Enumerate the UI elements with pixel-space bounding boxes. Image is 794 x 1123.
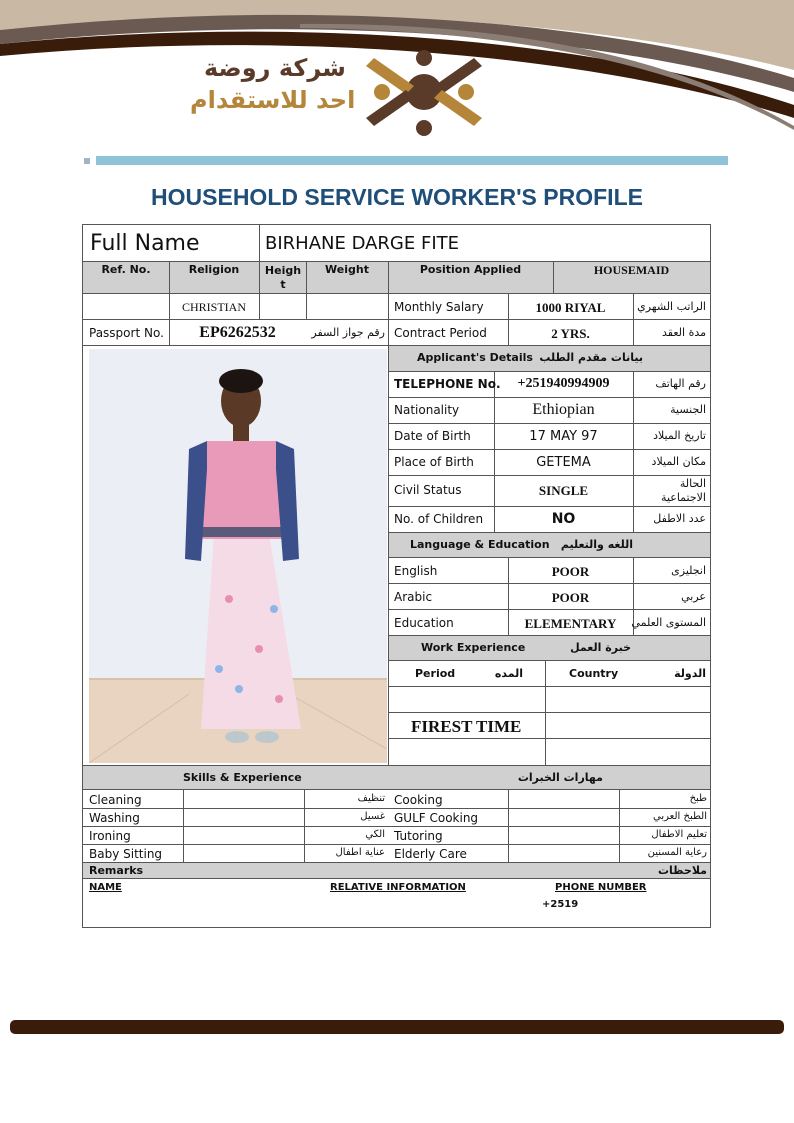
full-name-label: Full Name xyxy=(90,231,200,256)
period-header-ar: المده xyxy=(494,667,523,680)
skill-ironing-label-ar: الكي xyxy=(365,829,385,840)
place-of-birth-value: GETEMA xyxy=(536,455,591,470)
date-of-birth-label: Date of Birth xyxy=(394,429,471,443)
place-of-birth-label-ar: مكان الميلاد xyxy=(651,455,706,468)
arabic-label-ar: عربي xyxy=(681,590,706,603)
weight-header: Weight xyxy=(325,263,369,276)
religion-header: Religion xyxy=(188,263,240,276)
skills-heading: Skills & Experience xyxy=(183,771,302,784)
telephone-label-ar: رقم الهاتف xyxy=(655,377,706,390)
passport-value: EP6262532 xyxy=(199,324,276,341)
company-name-arabic: شركة روضة xyxy=(204,54,346,82)
skill-cooking-label: Cooking xyxy=(394,793,443,807)
children-value: NO xyxy=(551,511,576,527)
education-label-ar: المستوى العلمي xyxy=(631,616,706,629)
education-value: ELEMENTARY xyxy=(524,616,617,631)
english-label: English xyxy=(394,564,438,578)
work-experience-heading-ar: خبرة العمل xyxy=(570,641,631,654)
skill-baby-sitting-label: Baby Sitting xyxy=(89,847,163,861)
work-experience-entry: FIREST TIME xyxy=(411,717,522,736)
telephone-value: +251940994909 xyxy=(517,376,610,391)
title-divider xyxy=(84,156,730,166)
skill-gulf-cooking-label: GULF Cooking xyxy=(394,811,479,825)
skill-washing-label-ar: غسيل xyxy=(360,811,385,822)
company-logo xyxy=(190,48,500,138)
arabic-label: Arabic xyxy=(394,590,433,604)
contract-period-label: Contract Period xyxy=(394,326,487,340)
skill-baby-sitting-label-ar: عناية اطفال xyxy=(335,847,385,858)
civil-status-label: Civil Status xyxy=(394,483,462,497)
language-heading: Language & Education xyxy=(410,538,550,551)
english-value: POOR xyxy=(551,564,590,579)
monthly-salary-label: Monthly Salary xyxy=(394,300,484,314)
skill-washing-label: Washing xyxy=(89,811,140,825)
profile-form xyxy=(82,224,711,928)
skill-cleaning-label-ar: تنظيف xyxy=(357,793,385,804)
skill-cooking-label-ar: طبخ xyxy=(689,793,707,804)
remarks-label: Remarks xyxy=(89,864,144,877)
contract-period-label-ar: مدة العقد xyxy=(662,326,706,339)
skill-cleaning-label: Cleaning xyxy=(89,793,142,807)
passport-label: Passport No. xyxy=(89,326,164,340)
date-of-birth-value: 17 MAY 97 xyxy=(529,429,598,444)
remarks-label-ar: ملاحظات xyxy=(658,864,707,877)
contract-period-value: 2 YRS. xyxy=(551,326,590,341)
place-of-birth-label: Place of Birth xyxy=(394,455,474,469)
applicant-details-heading-ar: بيانات مقدم الطلب xyxy=(539,351,643,364)
applicant-details-heading: Applicant's Details xyxy=(417,351,533,364)
civil-status-label-ar: الحالة الاجتماعية xyxy=(661,477,706,505)
children-label: No. of Children xyxy=(394,512,484,526)
arabic-value: POOR xyxy=(551,590,590,605)
footer-bar xyxy=(10,1020,784,1034)
height-header: Heigh t xyxy=(264,264,302,291)
skill-tutoring-label: Tutoring xyxy=(394,829,443,843)
country-header-ar: الدولة xyxy=(674,667,706,680)
skill-elderly-care-label-ar: رعاية المسنين xyxy=(647,847,707,858)
remarks-name-header: NAME xyxy=(89,882,122,893)
page-title: HOUSEHOLD SERVICE WORKER'S PROFILE xyxy=(151,184,643,210)
language-heading-ar: اللغه والتعليم xyxy=(560,538,633,551)
full-name-value: BIRHANE DARGE FITE xyxy=(265,233,460,254)
skill-ironing-label: Ironing xyxy=(89,829,131,843)
passport-label-ar: رقم جواز السفر xyxy=(311,326,385,339)
country-header: Country xyxy=(569,667,619,680)
remarks-phone-value: +2519 xyxy=(542,899,579,910)
education-label: Education xyxy=(394,616,454,630)
skill-tutoring-label-ar: تعليم الاطفال xyxy=(651,829,707,840)
position-value: HOUSEMAID xyxy=(593,263,670,277)
nationality-label-ar: الجنسية xyxy=(670,403,706,416)
skill-elderly-care-label: Elderly Care xyxy=(394,847,467,861)
nationality-label: Nationality xyxy=(394,403,460,417)
logo-emblem-icon xyxy=(354,48,494,138)
skill-gulf-cooking-label-ar: الطبخ العربي xyxy=(653,811,707,822)
skills-heading-ar: مهارات الخبرات xyxy=(517,771,603,784)
nationality-value: Ethiopian xyxy=(532,401,595,418)
telephone-label: TELEPHONE No. xyxy=(394,377,501,391)
remarks-relative-header: RELATIVE INFORMATION xyxy=(330,882,466,893)
civil-status-value: SINGLE xyxy=(538,483,589,498)
period-header: Period xyxy=(415,667,456,680)
religion-value: CHRISTIAN xyxy=(181,300,246,314)
children-label-ar: عدد الاطفل xyxy=(653,512,706,525)
position-applied-header: Position Applied xyxy=(419,263,522,276)
english-label-ar: انجليزى xyxy=(671,564,706,577)
monthly-salary-label-ar: الراتب الشهري xyxy=(637,300,706,313)
work-experience-heading: Work Experience xyxy=(421,641,526,654)
company-subtitle-arabic: احد للاستقدام xyxy=(190,86,356,114)
monthly-salary-value: 1000 RIYAL xyxy=(535,300,606,315)
applicant-photo xyxy=(89,349,387,763)
ref-no-header: Ref. No. xyxy=(101,263,151,276)
remarks-phone-header: PHONE NUMBER xyxy=(555,882,647,893)
date-of-birth-label-ar: تاريخ الميلاد xyxy=(653,429,706,442)
